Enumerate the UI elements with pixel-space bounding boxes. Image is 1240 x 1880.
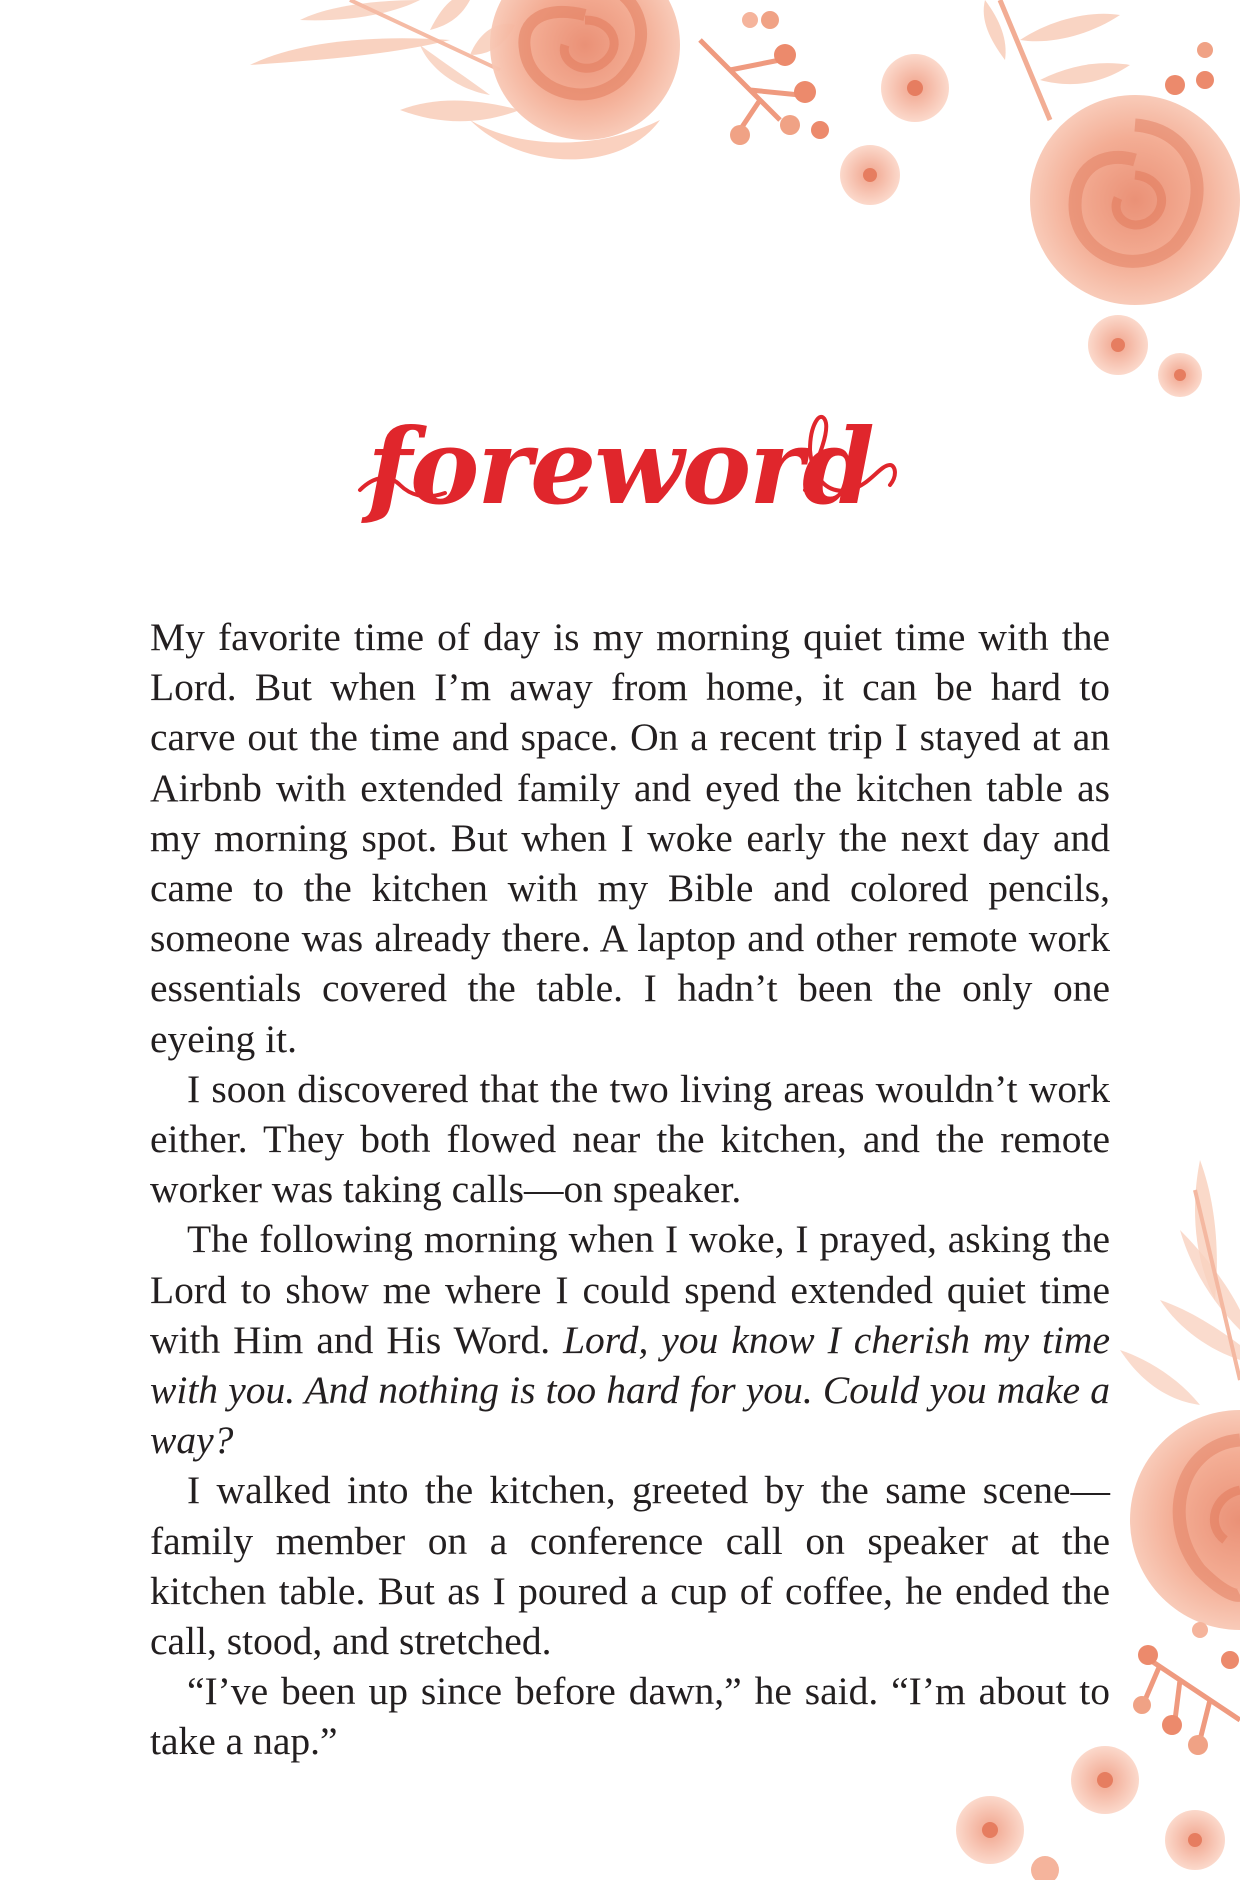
rose-icon <box>1030 95 1240 305</box>
leaf-sprig-icon <box>250 0 520 121</box>
blossom-icon <box>840 42 1214 397</box>
paragraph-text: The following morning when I woke, I prayed, asking the Lord to show me where I could spend extended quiet time with Him and His Word. <box>150 1217 1110 1362</box>
leaf-sprig-icon <box>984 0 1130 120</box>
paragraph: I walked into the kitchen, greeted by the same scene—family member on a conference call on speaker at the kitchen table. But as I poured a cup of coffee, he ended the call, stood, and stretched. <box>150 1468 1110 1664</box>
rose-icon <box>1130 1410 1240 1630</box>
paragraph <box>150 1214 1110 1465</box>
leaf-sprig-icon <box>1120 1160 1240 1405</box>
italic-prayer-text: Lord, you know I cherish my time with you. And nothing is too hard for you. Could you make a way? <box>150 1317 1110 1463</box>
chapter-heading <box>0 395 1240 555</box>
paragraph: My favorite time of day is my morning quiet time with the Lord. But when I’m away from home, it can be hard to carve out the time and space. On a recent trip I stayed at an Airbnb with extended family and eyed the kitchen table as my morning spot. But when I woke early the next day and came to the kitchen with my Bible and colored pencils, someone was already there. A laptop and other remote work essentials covered the table. I hadn’t been the only one eyeing it. <box>150 615 1110 1061</box>
paragraph: “I’ve been up since before dawn,” he said. “I’m about to take a nap.” <box>150 1669 1110 1764</box>
body-text <box>150 612 1110 1767</box>
paragraph: I soon discovered that the two living areas wouldn’t work either. They both flowed near the kitchen, and the remote worker was taking calls—on speaker. <box>150 1066 1110 1212</box>
page-title: foreword <box>367 405 873 528</box>
top-floral-cluster <box>250 0 1240 397</box>
rose-icon <box>470 0 680 159</box>
berry-sprig-icon <box>1133 1622 1240 1755</box>
berry-sprig-icon <box>700 11 829 145</box>
